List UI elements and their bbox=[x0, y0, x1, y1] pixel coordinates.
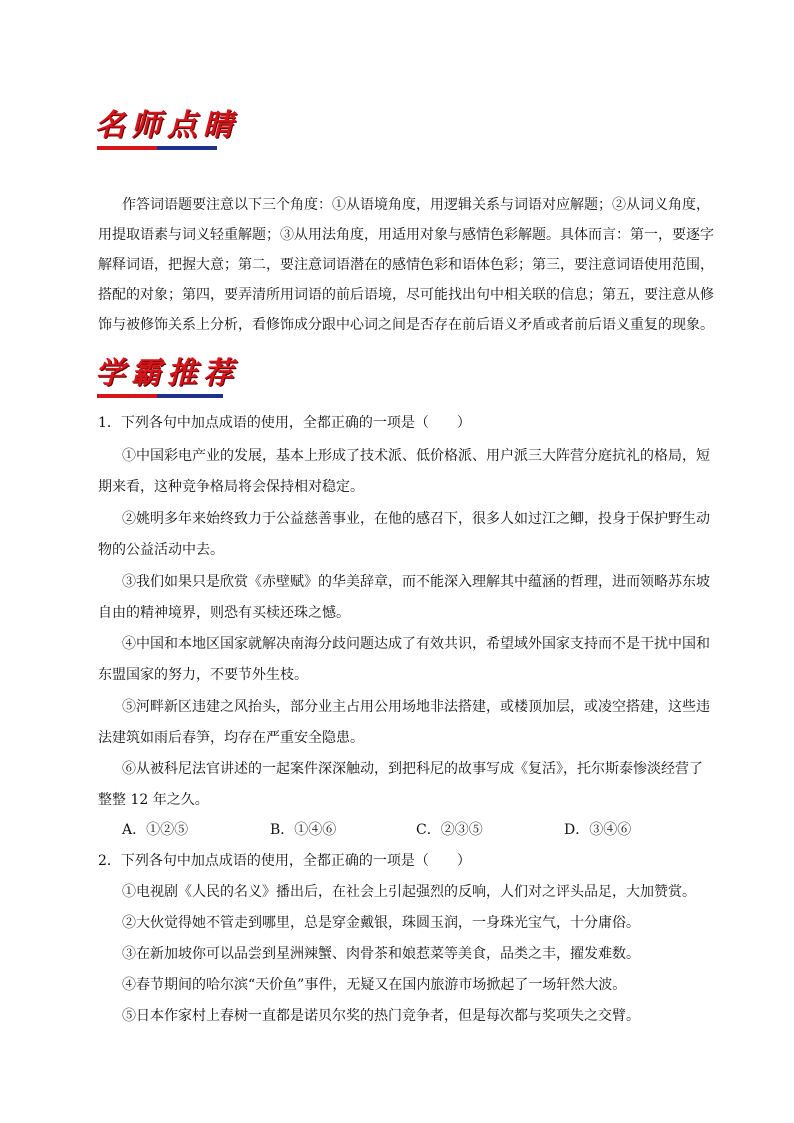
tips-line-1 bbox=[122, 190, 710, 220]
q1-s2b: 物的公益活动中去。 bbox=[98, 542, 224, 558]
heading-underline-blue bbox=[157, 146, 217, 150]
q1-s5a: ⑤河畔新区违建之风抬头，部分业主占用公用场地非法搭建，或楼顶加层，或凌空搭建，这些违 bbox=[122, 699, 710, 715]
tips-underlined-2: 用提取语素与词义轻重解题；③从用法角度，用适用对象与感情色彩解题。 bbox=[98, 227, 560, 243]
q1-stem: 1．下列各句中加点成语的使用，全都正确的一项是（ ） bbox=[98, 415, 471, 431]
section-heading-mingshi bbox=[95, 106, 239, 162]
heading-underline-red bbox=[97, 146, 157, 150]
q1-option-a[interactable]: A．①②⑤ bbox=[122, 822, 189, 838]
heading-underline-red bbox=[97, 394, 157, 398]
section-title: 名师点睛 bbox=[95, 108, 239, 143]
q1-s3b: 自由的精神境界，则恐有买椟还珠之憾。 bbox=[98, 605, 350, 621]
q1-option-c[interactable]: C．②③⑤ bbox=[416, 822, 483, 838]
section-heading-xueba bbox=[95, 354, 239, 410]
q1-s5b: 法建筑如雨后春笋，均存在严重安全隐患。 bbox=[98, 730, 364, 746]
q2-s5: ⑤日本作家村上春树一直都是诺贝尔奖的热门竞争者，但是每次都与奖项失之交臂。 bbox=[122, 1008, 640, 1024]
q1-option-d[interactable]: D．③④⑥ bbox=[564, 822, 632, 838]
tips-line-3: 解释词语，把握大意；第二，要注意词语潜在的感情色彩和语体色彩；第三，要注意词语使用范围， bbox=[98, 257, 714, 273]
q1-s4a: ④中国和本地区国家就解决南海分歧问题达成了有效共识，希望域外国家支持而不是干扰中国和 bbox=[122, 636, 710, 652]
tips-line-4: 搭配的对象；第四，要弄清所用词语的前后语境，尽可能找出句中相关联的信息；第五，要注意从修 bbox=[98, 287, 714, 303]
tips-rest-1: 具体而言：第一，要逐字 bbox=[560, 227, 714, 243]
tips-underlined-1: 注意以下三个角度：①从语境角度，用逻辑关系与词语对应解题；②从词义角度， bbox=[206, 197, 710, 213]
section-title: 学霸推荐 bbox=[95, 356, 239, 391]
q1-s3a: ③我们如果只是欣赏《赤壁赋》的华美辞章，而不能深入理解其中蕴涵的哲理，进而领略苏东坡 bbox=[122, 574, 710, 590]
tips-line-5: 饰与被修饰关系上分析，看修饰成分跟中心词之间是否存在前后语义矛盾或者前后语义重复的现象。 bbox=[98, 317, 714, 333]
tips-intro: 作答词语题要 bbox=[122, 197, 206, 213]
tips-line-2 bbox=[98, 220, 714, 250]
q2-s2: ②大伙觉得她不管走到哪里，总是穿金戴银，珠圆玉润，一身珠光宝气，十分庸俗。 bbox=[122, 915, 640, 931]
q1-s4b: 东盟国家的努力，不要节外生枝。 bbox=[98, 667, 308, 683]
q1-s6a: ⑥从被科尼法官讲述的一起案件深深触动，到把科尼的故事写成《复活》，托尔斯泰惨淡经营了 bbox=[122, 761, 703, 777]
q1-s2a: ②姚明多年来始终致力于公益慈善事业，在他的感召下，很多人如过江之鲫，投身于保护野生动 bbox=[122, 511, 710, 527]
q2-s4: ④春节期间的哈尔滨“天价鱼”事件，无疑又在国内旅游市场掀起了一场轩然大波。 bbox=[122, 977, 627, 993]
q1-option-b[interactable]: B．①④⑥ bbox=[270, 822, 337, 838]
q1-s6b: 整整 12 年之久。 bbox=[98, 792, 209, 808]
q2-s3: ③在新加坡你可以品尝到星洲辣蟹、肉骨茶和娘惹菜等美食，品类之丰，擢发难数。 bbox=[122, 946, 640, 962]
q1-s1b: 期来看，这种竞争格局将会保持相对稳定。 bbox=[98, 479, 364, 495]
q1-s1a: ①中国彩电产业的发展，基本上形成了技术派、低价格派、用户派三大阵营分庭抗礼的格局，短 bbox=[122, 448, 710, 464]
q2-s1: ①电视剧《人民的名义》播出后，在社会上引起强烈的反响，人们对之评头品足，大加赞赏。 bbox=[122, 884, 696, 900]
heading-underline-blue bbox=[157, 394, 223, 398]
q2-stem: 2．下列各句中加点成语的使用，全都正确的一项是（ ） bbox=[98, 853, 471, 869]
